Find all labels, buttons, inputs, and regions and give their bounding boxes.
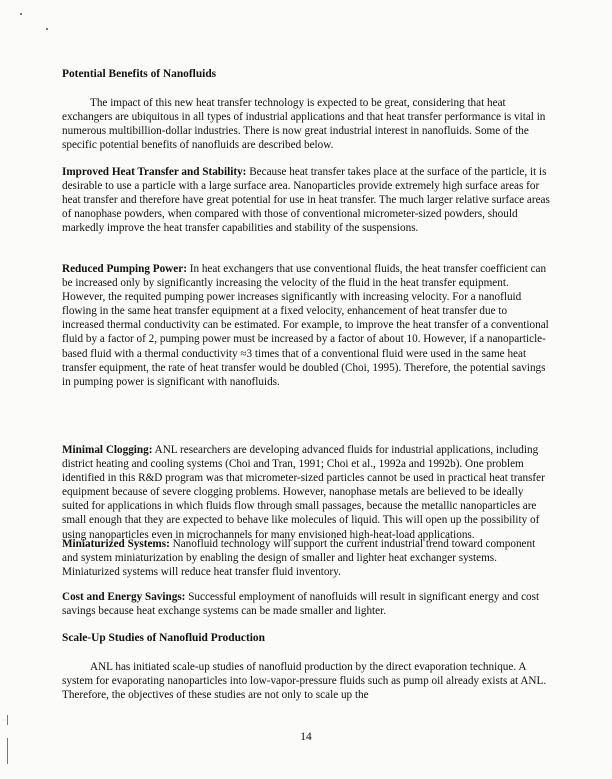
page-number: 14 <box>300 731 312 743</box>
benefit-paragraph-pumping-power <box>62 262 550 389</box>
benefit-title: Minimal Clogging: <box>62 444 153 456</box>
benefit-paragraph-heat-transfer <box>62 165 550 235</box>
section-heading-benefits: Potential Benefits of Nanofluids <box>62 68 217 80</box>
section-heading-scale-up: Scale-Up Studies of Nanofluid Production <box>62 632 265 644</box>
benefit-text: In heat exchangers that use conventional fluids, the heat transfer coefficient can be increased only by significantly increasing the velocity of the fluid in the heat transfer equipment. However, the requited pumping power increases significantly with increasing velocity. For a nanofluid flowing in the same heat transfer equipment at a fixed velocity, enhancement of heat transfer due to increased thermal conductivity can be estimated. For example, to improve the heat transfer of a conventional fluid by a factor of 2, pumping power must be increased by a factor of about 10. However, if a nanoparticle-based fluid with a thermal conductivity ≈3 times that of a conventional fluid were used in the same heat transfer equipment, the rate of heat transfer would be doubled (Choi, 1995). Therefore, the potential savings in pumping power is significant with nanofluids. <box>62 263 549 388</box>
benefit-title: Improved Heat Transfer and Stability: <box>62 166 247 178</box>
benefit-title: Reduced Pumping Power: <box>62 263 187 275</box>
benefit-title: Cost and Energy Savings: <box>62 591 186 603</box>
scale-up-paragraph: ANL has initiated scale-up studies of nanofluid production by the direct evaporation technique. A system for evaporating nanoparticles into low-vapor-pressure fluids such as pump oil already exists at ANL. Therefore, the objectives of these studies are not only to scale up the <box>62 661 547 702</box>
benefit-text: Because heat transfer takes place at the surface of the particle, it is desirable to use a particle with a large surface area. Nanoparticles provide extremely high surface areas for heat transfer and therefore have great potential for use in heat transfer. The much larger relative surface areas of nanophase powders, when compared with those of conventional micrometer-sized powders, should markedly improve the heat transfer capabilities and stability of the suspensions. <box>62 166 550 235</box>
benefits-intro-paragraph: The impact of this new heat transfer technology is expected to be great, considering that heat exchangers are ubiquitous in all types of industrial applications and that heat transfer performance is vital in numerous multibillion-dollar industries. There is now great industrial interest in nanofluids. Some of the specific potential benefits of nanofluids are described below. <box>62 97 546 152</box>
scan-speck <box>46 28 48 30</box>
benefit-text: Successful employment of nanofluids will result in significant energy and cost savings because heat exchange systems can be made smaller and lighter. <box>62 591 540 618</box>
benefit-paragraph-clogging <box>62 443 550 542</box>
scan-speck <box>20 13 22 15</box>
benefit-text: ANL researchers are developing advanced fluids for industrial applications, including district heating and cooling systems (Choi and Tran, 1991; Choi et al., 1992a and 1992b). One problem identified in this R&D program was that micrometer-sized particles cannot be used in practical heat transfer equipment because of severe clogging problems. However, nanophase metals are believed to be ideally suited for applications in which fluids flow through small passages, because the metallic nanoparticles are small enough that they are expected to behave like molecules of liquid. This will open up the possibility of using nanoparticles even in microchannels for many envisioned high-heat-load applications. <box>62 444 545 541</box>
benefit-paragraph-cost-energy <box>62 590 550 618</box>
benefit-paragraph-miniaturized <box>62 537 550 579</box>
benefit-text: Nanofluid technology will support the current industrial trend toward component and system miniaturization by enabling the design of smaller and lighter heat exchanger systems. Miniaturized systems will reduce heat transfer fluid inventory. <box>62 538 536 579</box>
benefit-title: Miniaturized Systems: <box>62 538 170 550</box>
scan-margin-line <box>7 715 8 725</box>
